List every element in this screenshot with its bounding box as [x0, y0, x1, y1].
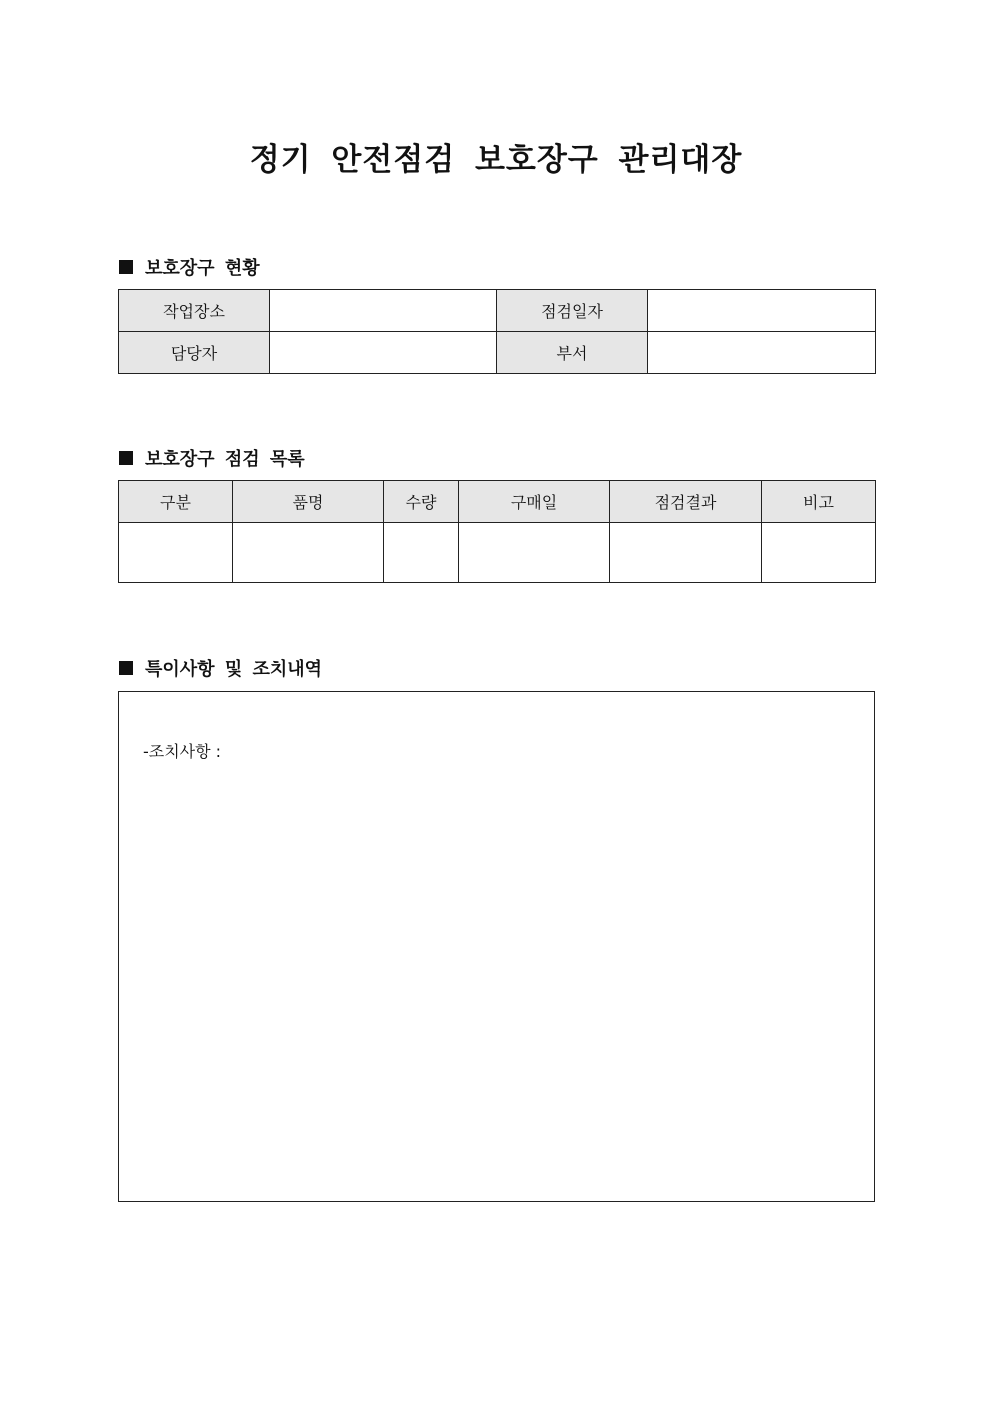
square-bullet-icon: [119, 451, 133, 465]
inspection-result-cell[interactable]: [610, 523, 762, 583]
table-row: [119, 523, 876, 583]
inspection-date-field[interactable]: [648, 290, 876, 332]
remarks-cell[interactable]: [762, 523, 876, 583]
work-location-field[interactable]: [270, 290, 497, 332]
label-department: 부서: [497, 332, 648, 374]
table-header-row: [119, 481, 876, 523]
column-header-inspection-result: 점검결과: [610, 481, 762, 523]
category-cell[interactable]: [119, 523, 233, 583]
section-heading-label: 보호장구 현황: [145, 258, 260, 279]
square-bullet-icon: [119, 661, 133, 675]
column-header-purchase-date: 구매일: [459, 481, 610, 523]
column-header-item-name: 품명: [233, 481, 384, 523]
column-header-category: 구분: [119, 481, 233, 523]
table-row: [119, 332, 876, 374]
square-bullet-icon: [119, 260, 133, 274]
purchase-date-cell[interactable]: [459, 523, 610, 583]
label-person-in-charge: 담당자: [119, 332, 270, 374]
section-heading-label: 보호장구 점검 목록: [145, 449, 305, 470]
section-heading-notes: [119, 655, 322, 681]
column-header-quantity: 수량: [384, 481, 459, 523]
section-heading-status: [119, 254, 260, 280]
person-in-charge-field[interactable]: [270, 332, 497, 374]
equipment-status-table: [118, 289, 876, 374]
label-work-location: 작업장소: [119, 290, 270, 332]
department-field[interactable]: [648, 332, 876, 374]
notes-area[interactable]: [118, 691, 875, 1202]
quantity-cell[interactable]: [384, 523, 459, 583]
table-row: [119, 290, 876, 332]
label-inspection-date: 점검일자: [497, 290, 648, 332]
page-title: 정기 안전점검 보호장구 관리대장: [249, 142, 743, 178]
inspection-list-table: [118, 480, 876, 583]
item-name-cell[interactable]: [233, 523, 384, 583]
action-taken-label: -조치사항 :: [143, 742, 222, 761]
section-heading-label: 특이사항 및 조치내역: [145, 659, 323, 680]
section-heading-inspection-list: [119, 445, 305, 471]
column-header-remarks: 비고: [762, 481, 876, 523]
